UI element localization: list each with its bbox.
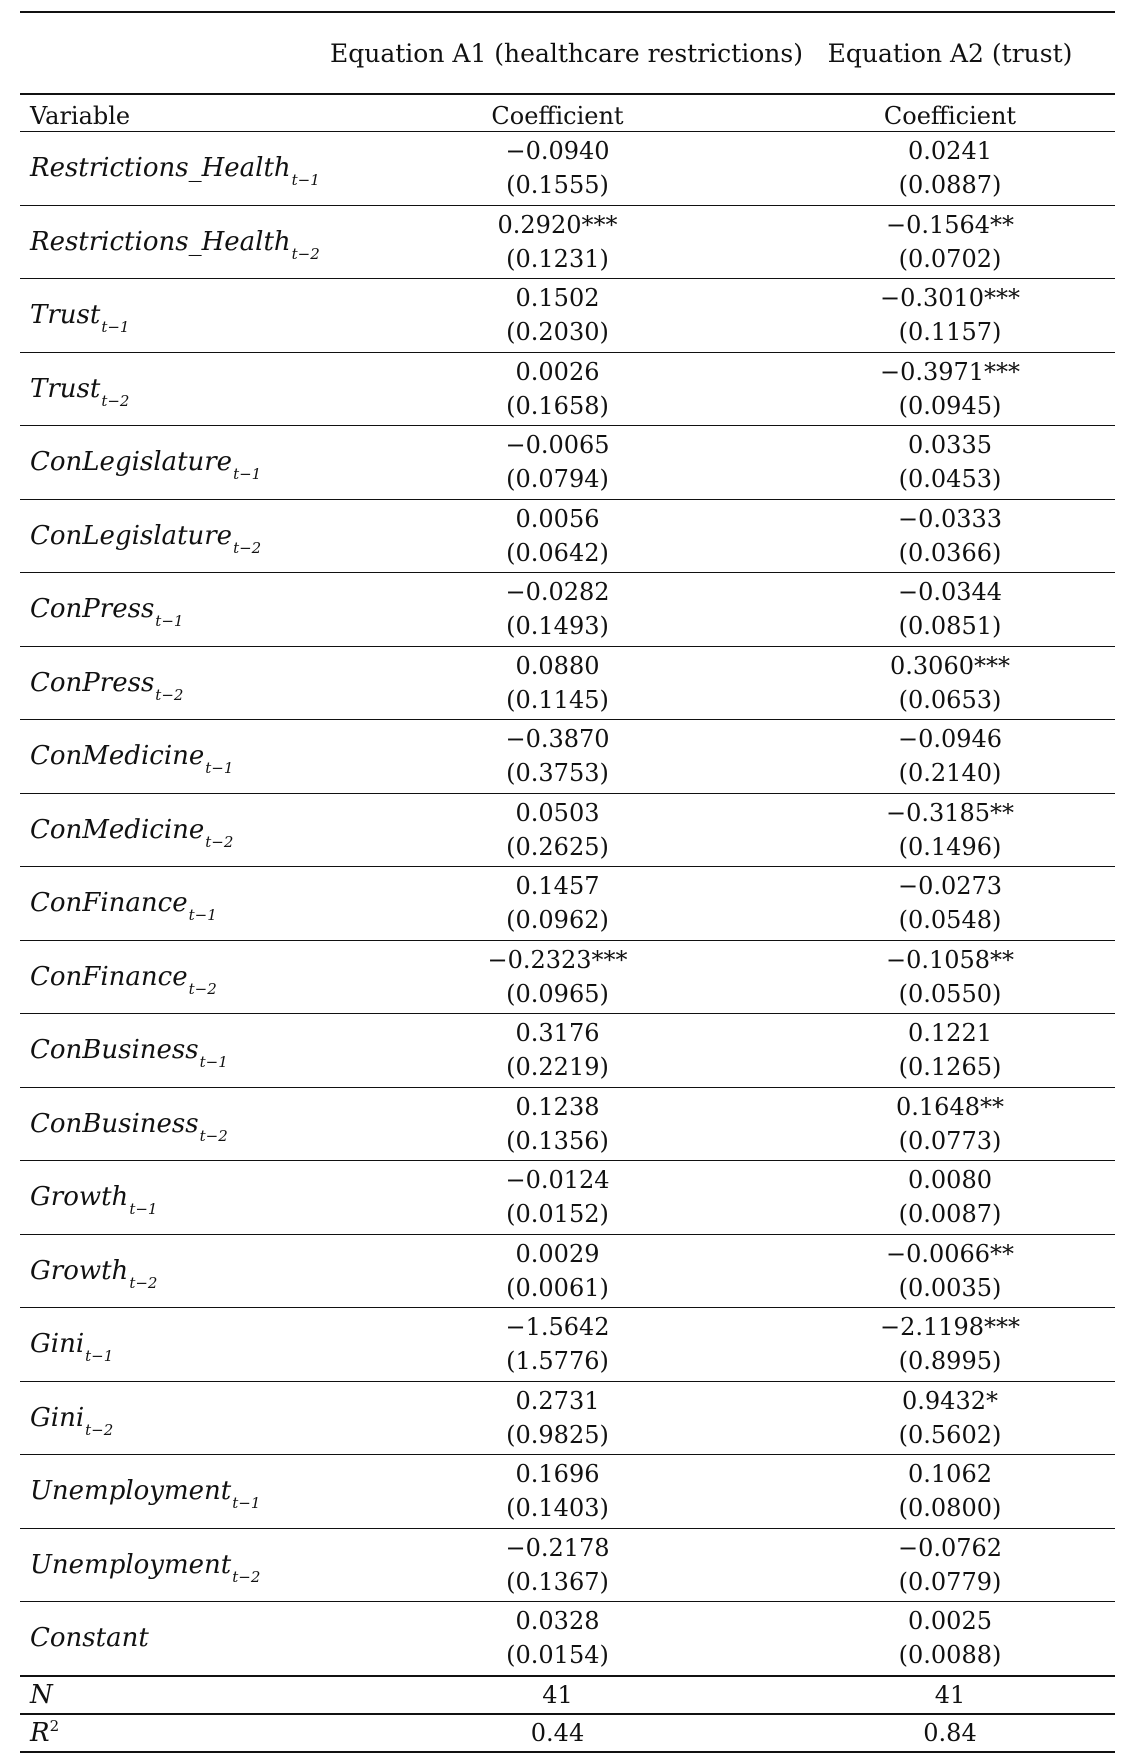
variable-name: [20, 793, 330, 867]
table-row: [20, 940, 1115, 1014]
equation-a1-cell: [330, 132, 785, 206]
equation-a1-standard-error: (0.0061): [506, 1273, 609, 1302]
equation-a2-coefficient: −0.1564**: [885, 210, 1015, 239]
equation-a1-coefficient: 0.1238: [515, 1092, 600, 1121]
equation-a1-cell: [330, 1161, 785, 1235]
equation-a1-standard-error: (0.2030): [506, 318, 609, 347]
equation-a1-standard-error: (0.9825): [506, 1420, 609, 1449]
coefficient-a1-header: Coefficient: [330, 94, 785, 132]
n-value-a1: 41: [330, 1676, 785, 1714]
equation-a2-coefficient: −0.0946: [897, 725, 1003, 754]
r-squared-letter: R: [30, 1718, 50, 1748]
equation-a1-standard-error: (0.0642): [506, 538, 609, 567]
equation-a1-standard-error: (0.0965): [506, 979, 609, 1008]
equation-a2-cell: [785, 132, 1115, 206]
equation-a1-cell: [330, 646, 785, 720]
equation-a2-coefficient: 0.0335: [908, 431, 992, 460]
variable-name-text: ConBusiness: [30, 1035, 199, 1066]
equation-a2-cell: [785, 426, 1115, 500]
variable-name: [20, 573, 330, 647]
variable-name-text: ConMedicine: [30, 741, 205, 772]
variable-name-text: ConMedicine: [30, 814, 205, 845]
variable-lag-subscript: t−2: [232, 1567, 261, 1586]
variable-lag-subscript: t−1: [199, 1053, 228, 1072]
equation-a1-cell: [330, 867, 785, 941]
equation-a1-coefficient: 0.1502: [515, 284, 600, 313]
equation-a2-standard-error: (0.1496): [898, 832, 1002, 861]
equation-a2-standard-error: (0.0548): [898, 906, 1002, 935]
variable-lag-subscript: t−2: [291, 244, 320, 263]
equation-a2-heading: Equation A2 (trust): [785, 12, 1115, 94]
table-body: [20, 132, 1115, 1676]
equation-a1-coefficient: −0.2323***: [487, 945, 628, 974]
r-squared-row: [20, 1714, 1115, 1752]
equation-a1-standard-error: (0.0794): [506, 465, 609, 494]
equation-a1-standard-error: (0.1356): [506, 1126, 609, 1155]
equation-a2-coefficient: −0.0762: [897, 1533, 1003, 1562]
equation-a2-standard-error: (0.5602): [898, 1420, 1002, 1449]
variable-name-text: Growth: [30, 1182, 129, 1213]
equation-a2-cell: [785, 1087, 1115, 1161]
equation-a2-cell: [785, 1381, 1115, 1455]
equation-a2-coefficient: 0.3060***: [890, 651, 1010, 680]
n-value-a2: 41: [785, 1676, 1115, 1714]
variable-lag-subscript: t−1: [85, 1347, 114, 1366]
variable-name-text: Growth: [30, 1255, 129, 1286]
equation-a2-standard-error: (0.0550): [898, 979, 1002, 1008]
equation-a1-cell: [330, 1381, 785, 1455]
variable-name-text: Gini: [30, 1329, 85, 1360]
header-blank-cell: [20, 12, 330, 94]
equation-a1-standard-error: (0.0962): [506, 906, 609, 935]
table-row: [20, 1455, 1115, 1529]
variable-name-text: ConFinance: [30, 888, 188, 919]
variable-name: [20, 499, 330, 573]
equation-a1-standard-error: (0.3753): [506, 759, 609, 788]
variable-name: [20, 646, 330, 720]
equation-a2-standard-error: (0.0779): [898, 1567, 1002, 1596]
equation-a2-standard-error: (0.1265): [898, 1053, 1002, 1082]
equation-a2-standard-error: (0.0773): [898, 1126, 1002, 1155]
table-row: [20, 1234, 1115, 1308]
equation-a2-coefficient: 0.1062: [908, 1460, 992, 1489]
n-label: N: [20, 1676, 330, 1714]
equation-a2-standard-error: (0.1157): [898, 318, 1002, 347]
variable-name: [20, 352, 330, 426]
table-row: [20, 1087, 1115, 1161]
equation-a1-coefficient: 0.1696: [515, 1460, 600, 1489]
variable-name: [20, 867, 330, 941]
equation-a2-coefficient: 0.1648**: [896, 1092, 1004, 1121]
equation-a1-cell: [330, 352, 785, 426]
equation-a2-standard-error: (0.0800): [898, 1494, 1002, 1523]
variable-lag-subscript: t−1: [232, 1494, 261, 1513]
equation-a1-standard-error: (0.2625): [506, 832, 609, 861]
table-row: [20, 132, 1115, 206]
equation-a2-standard-error: (0.0887): [898, 171, 1002, 200]
variable-name: [20, 132, 330, 206]
variable-name: [20, 279, 330, 353]
equation-a1-coefficient: 0.3176: [515, 1019, 600, 1048]
equation-a1-coefficient: 0.0056: [515, 504, 600, 533]
equation-a1-coefficient: −0.0940: [505, 137, 610, 166]
equation-a1-standard-error: (0.2219): [506, 1053, 609, 1082]
variable-lag-subscript: t−1: [188, 906, 217, 925]
equation-a1-cell: [330, 1308, 785, 1382]
variable-name-text: Unemployment: [30, 1549, 232, 1580]
equation-a2-cell: [785, 352, 1115, 426]
equation-a2-coefficient: 0.9432*: [902, 1386, 998, 1415]
table-row: [20, 793, 1115, 867]
variable-name-text: Trust: [30, 300, 101, 331]
equation-a1-cell: [330, 205, 785, 279]
equation-a2-cell: [785, 1014, 1115, 1088]
equation-a1-coefficient: −0.0124: [505, 1166, 610, 1195]
equation-a1-cell: [330, 1455, 785, 1529]
equation-a2-standard-error: (0.8995): [898, 1347, 1002, 1376]
equation-a2-cell: [785, 279, 1115, 353]
table-row: [20, 720, 1115, 794]
table-row: [20, 205, 1115, 279]
equation-a1-standard-error: (1.5776): [506, 1347, 609, 1376]
table-row: [20, 646, 1115, 720]
variable-name: [20, 1308, 330, 1382]
equation-a2-cell: [785, 1602, 1115, 1676]
variable-lag-subscript: t−2: [233, 538, 262, 557]
equation-a2-cell: [785, 1234, 1115, 1308]
variable-name: [20, 1528, 330, 1602]
equation-a1-cell: [330, 279, 785, 353]
equation-a1-standard-error: (0.0154): [506, 1641, 609, 1670]
table-row: [20, 1308, 1115, 1382]
variable-name: [20, 720, 330, 794]
variable-lag-subscript: t−1: [129, 1200, 158, 1219]
variable-lag-subscript: t−1: [233, 465, 262, 484]
equation-a2-coefficient: 0.0025: [908, 1607, 992, 1636]
equation-a2-standard-error: (0.0851): [898, 612, 1002, 641]
table-row: [20, 1014, 1115, 1088]
variable-name: [20, 1161, 330, 1235]
equation-a1-coefficient: −0.0282: [505, 578, 610, 607]
variable-name-text: ConPress: [30, 594, 155, 625]
equation-a1-coefficient: 0.0026: [515, 357, 600, 386]
variable-name: [20, 1234, 330, 1308]
variable-lag-subscript: t−1: [291, 171, 320, 190]
equation-a2-standard-error: (0.0702): [898, 244, 1002, 273]
variable-name-text: ConLegislature: [30, 520, 233, 551]
variable-name: [20, 940, 330, 1014]
equation-a1-coefficient: −1.5642: [505, 1313, 610, 1342]
equation-a1-cell: [330, 499, 785, 573]
variable-lag-subscript: t−2: [199, 1126, 228, 1145]
equation-a1-standard-error: (0.0152): [506, 1200, 609, 1229]
equation-a1-standard-error: (0.1145): [506, 685, 609, 714]
variable-name-text: Constant: [30, 1623, 149, 1654]
equation-a1-coefficient: −0.0065: [505, 431, 610, 460]
table-row: [20, 573, 1115, 647]
equation-a2-cell: [785, 573, 1115, 647]
equation-a1-cell: [330, 573, 785, 647]
equation-a2-cell: [785, 205, 1115, 279]
equation-a2-coefficient: −0.0066**: [885, 1239, 1015, 1268]
variable-name: [20, 1602, 330, 1676]
variable-lag-subscript: t−2: [155, 685, 184, 704]
variable-lag-subscript: t−1: [101, 318, 130, 337]
variable-name-text: ConPress: [30, 667, 155, 698]
variable-lag-subscript: t−2: [101, 391, 130, 410]
table-row: [20, 499, 1115, 573]
equation-a2-cell: [785, 1528, 1115, 1602]
equation-a2-coefficient: −0.3971***: [879, 357, 1021, 386]
equation-a2-cell: [785, 1455, 1115, 1529]
equation-a1-cell: [330, 720, 785, 794]
equation-a2-coefficient: −0.3185**: [885, 798, 1015, 827]
table-row: [20, 1528, 1115, 1602]
equation-a2-standard-error: (0.0945): [898, 391, 1002, 420]
equation-a2-coefficient: 0.0080: [908, 1166, 992, 1195]
equation-header-row: [20, 12, 1115, 94]
table-row: [20, 1602, 1115, 1676]
equation-a2-coefficient: −0.0344: [897, 578, 1003, 607]
variable-name: [20, 426, 330, 500]
table-row: [20, 867, 1115, 941]
equation-a1-cell: [330, 1087, 785, 1161]
equation-a1-cell: [330, 940, 785, 1014]
equation-a2-cell: [785, 1161, 1115, 1235]
variable-name-text: Trust: [30, 373, 101, 404]
equation-a2-cell: [785, 499, 1115, 573]
equation-a1-coefficient: 0.2920***: [497, 210, 618, 239]
table-row: [20, 426, 1115, 500]
equation-a1-cell: [330, 793, 785, 867]
variable-name-text: Restrictions_Health: [30, 153, 291, 184]
coefficient-a2-header: Coefficient: [785, 94, 1115, 132]
r-squared-superscript: 2: [49, 1717, 60, 1735]
equation-a1-heading: Equation A1 (healthcare restrictions): [330, 12, 785, 94]
equation-a1-standard-error: (0.1367): [506, 1567, 609, 1596]
equation-a1-standard-error: (0.1658): [506, 391, 609, 420]
variable-name: [20, 205, 330, 279]
equation-a1-coefficient: 0.0880: [515, 651, 600, 680]
variable-name-text: ConLegislature: [30, 447, 233, 478]
equation-a1-standard-error: (0.1403): [506, 1494, 609, 1523]
variable-name-text: ConFinance: [30, 961, 188, 992]
equation-a1-standard-error: (0.1493): [506, 612, 609, 641]
equation-a1-coefficient: −0.2178: [505, 1533, 610, 1562]
variable-name-text: Unemployment: [30, 1476, 232, 1507]
variable-name-text: ConBusiness: [30, 1108, 199, 1139]
equation-a2-cell: [785, 720, 1115, 794]
equation-a1-coefficient: 0.0029: [515, 1239, 600, 1268]
variable-lag-subscript: t−1: [205, 759, 234, 778]
equation-a2-coefficient: −0.3010***: [879, 284, 1021, 313]
equation-a1-cell: [330, 1234, 785, 1308]
equation-a2-coefficient: −2.1198***: [879, 1313, 1021, 1342]
equation-a1-cell: [330, 1528, 785, 1602]
variable-lag-subscript: t−2: [129, 1273, 158, 1292]
variable-name: [20, 1087, 330, 1161]
table-row: [20, 279, 1115, 353]
equation-a1-coefficient: 0.0503: [515, 798, 600, 827]
variable-name: [20, 1455, 330, 1529]
equation-a2-coefficient: 0.1221: [908, 1019, 992, 1048]
equation-a1-coefficient: 0.1457: [515, 872, 600, 901]
variable-lag-subscript: t−2: [205, 832, 234, 851]
equation-a2-coefficient: −0.1058**: [885, 945, 1015, 974]
equation-a1-coefficient: 0.0328: [515, 1607, 600, 1636]
equation-a1-coefficient: −0.3870: [505, 725, 610, 754]
equation-a2-standard-error: (0.0453): [898, 465, 1002, 494]
equation-a1-cell: [330, 426, 785, 500]
table-row: [20, 1381, 1115, 1455]
equation-a2-standard-error: (0.0366): [898, 538, 1002, 567]
variable-column-header: Variable: [20, 94, 330, 132]
equation-a1-cell: [330, 1014, 785, 1088]
equation-a2-standard-error: (0.0035): [898, 1273, 1002, 1302]
variable-name-text: Gini: [30, 1402, 85, 1433]
equation-a2-standard-error: (0.0088): [898, 1641, 1002, 1670]
regression-table: [20, 11, 1115, 1753]
equation-a1-standard-error: (0.1231): [506, 244, 609, 273]
r-squared-label: [20, 1714, 330, 1752]
equation-a2-standard-error: (0.2140): [898, 759, 1002, 788]
equation-a2-cell: [785, 646, 1115, 720]
variable-lag-subscript: t−2: [188, 979, 217, 998]
column-header-row: [20, 94, 1115, 132]
variable-name: [20, 1014, 330, 1088]
equation-a2-standard-error: (0.0087): [898, 1200, 1002, 1229]
equation-a1-coefficient: 0.2731: [515, 1386, 600, 1415]
variable-lag-subscript: t−1: [155, 612, 184, 631]
equation-a2-cell: [785, 940, 1115, 1014]
equation-a2-coefficient: 0.0241: [908, 137, 992, 166]
variable-lag-subscript: t−2: [85, 1420, 114, 1439]
variable-name-text: Restrictions_Health: [30, 226, 291, 257]
table-row: [20, 352, 1115, 426]
equation-a2-coefficient: −0.0273: [897, 872, 1003, 901]
equation-a1-cell: [330, 1602, 785, 1676]
r-squared-value-a1: 0.44: [330, 1714, 785, 1752]
n-row: [20, 1676, 1115, 1714]
r-squared-value-a2: 0.84: [785, 1714, 1115, 1752]
equation-a2-coefficient: −0.0333: [897, 504, 1003, 533]
equation-a2-cell: [785, 867, 1115, 941]
equation-a2-cell: [785, 1308, 1115, 1382]
equation-a2-cell: [785, 793, 1115, 867]
equation-a2-standard-error: (0.0653): [898, 685, 1002, 714]
table-row: [20, 1161, 1115, 1235]
variable-name: [20, 1381, 330, 1455]
equation-a1-standard-error: (0.1555): [506, 171, 609, 200]
